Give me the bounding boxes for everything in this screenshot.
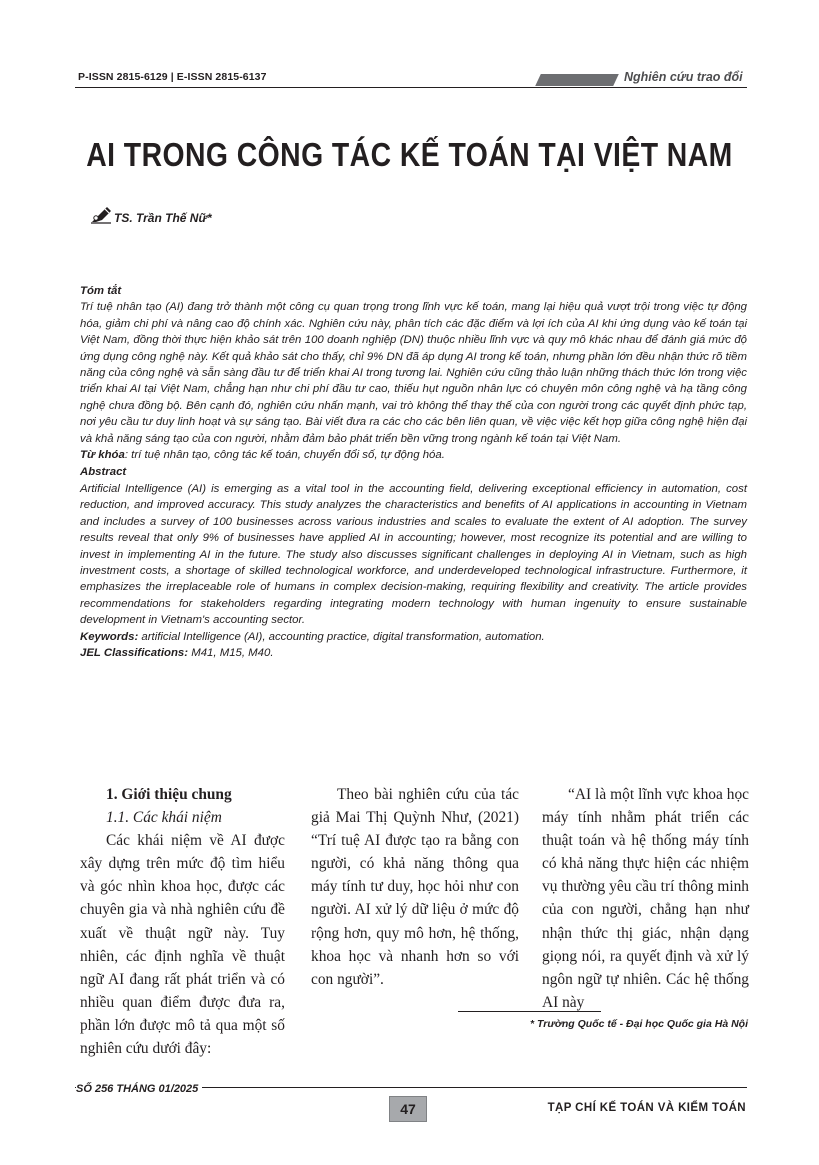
keywords-en — [80, 629, 747, 645]
section-heading: 1. Giới thiệu chung — [106, 786, 232, 803]
section-bar — [535, 74, 619, 86]
pen-writing-icon — [90, 206, 112, 229]
issn-line: P-ISSN 2815-6129 | E-ISSN 2815-6137 — [78, 71, 267, 83]
author-line — [90, 206, 212, 229]
body-column-2 — [311, 783, 519, 991]
article-title: AI TRONG CÔNG TÁC KẾ TOÁN TẠI VIỆT NAM — [86, 136, 733, 173]
keywords-vi-values: : trí tuệ nhân tạo, công tác kế toán, chuyển đổi số, tự động hóa. — [124, 449, 445, 462]
keywords-en-label: Keywords: — [80, 630, 139, 643]
paragraph: Theo bài nghiên cứu của tác giả Mai Thị Quỳnh Như, (2021) “Trí tuệ AI được tạo ra bằng con người, có khả năng thông qua máy tính tư duy, học hỏi như con người. AI xử lý dữ liệu ở mức độ rộng hơn, quy mô hơn, hệ thống, khoa học và nhanh hơn so với con người”. — [311, 786, 519, 988]
keywords-vi — [80, 447, 747, 463]
abstract-vi-heading: Tóm tắt — [80, 285, 122, 297]
keywords-en-values: artificial Intelligence (AI), accounting practice, digital transformation, automation. — [138, 630, 545, 643]
jel-line — [80, 645, 747, 661]
section-label: Nghiên cứu trao đổi — [624, 70, 743, 84]
paragraph: Các khái niệm về AI được xây dựng trên mức độ tìm hiểu và góc nhìn khoa học, được các chuyên gia và nhà nghiên cứu đề xuất về thuật ngữ này. Tuy nhiên, các định nghĩa về thuật ngữ AI đang rất phát triển và có nhiều quan điểm được đưa ra, phần lớn được mô tả qua một số nghiên cứu dưới đây: — [80, 832, 285, 1058]
keywords-vi-label: Từ khóa — [80, 449, 125, 462]
jel-values: M41, M15, M40. — [188, 646, 274, 659]
issue-label: SỐ 256 THÁNG 01/2025 — [76, 1083, 202, 1095]
paragraph: “AI là một lĩnh vực khoa học máy tính nhằm phát triển các thuật toán và hệ thống máy tính có khả năng thực hiện các nhiệm vụ thường yêu cầu trí thông minh của con người, chẳng hạn như nhận thức thị giác, nhận dạng giọng nói, ra quyết định và xử lý ngôn ngữ tự nhiên. Các hệ thống AI này — [542, 786, 749, 1011]
abstract-vi-text: Trí tuệ nhân tạo (AI) đang trở thành một công cụ quan trọng trong lĩnh vực kế toán, mang lại hiệu quả vượt trội trong việc tự động hóa, giảm chi phí và nâng cao độ chính xác. Nghiên cứu này, phân tích các đặc điểm và lợi ích của AI khi ứng dụng vào kế toán tại Việt Nam, đồng thời thực hiện khảo sát trên 100 doanh nghiệp (DN) thuộc nhiều lĩnh vực và quy mô khác nhau để đánh giá mức độ ứng dụng công nghệ này. Kết quả khảo sát cho thấy, chỉ 9% DN đã áp dụng AI trong kế toán, nhưng phần lớn đều nhận thức rõ tiềm năng của công nghệ và sẵn sàng đầu tư để triển khai AI trong tương lai. Nghiên cứu cũng thảo luận những thách thức lớn trong việc triển khai AI tại Việt Nam, chẳng hạn như chi phí đầu tư cao, thiếu hụt nguồn nhân lực có chuyên môn công nghệ và hạ tầng công nghệ chưa đồng bộ. Bên cạnh đó, nghiên cứu nhấn mạnh, vai trò không thể thay thế của con người trong các quyết định phức tạp, nơi yêu cầu tư duy linh hoạt và sự sáng tạo. Bài viết đưa ra các cho các bên liên quan, về việc việc kết hợp giữa công nghệ hiện đại và khả năng sáng tạo của con người, nhằm đảm bảo phát triển bền vững trong ngành kế toán tại Việt Nam. — [80, 301, 747, 445]
subsection-heading: 1.1. Các khái niệm — [106, 809, 222, 827]
journal-name: TẠP CHÍ KẾ TOÁN VÀ KIỂM TOÁN — [547, 1102, 746, 1114]
page-number: 47 — [389, 1096, 427, 1122]
jel-label: JEL Classifications: — [80, 646, 189, 659]
body-column-3 — [542, 783, 749, 1014]
abstract-en-heading: Abstract — [80, 466, 127, 479]
author-affiliation-footnote: * Trường Quốc tế - Đại học Quốc gia Hà Nội — [530, 1018, 748, 1030]
body-column-1 — [80, 783, 285, 1060]
header-rule — [75, 87, 747, 88]
abstract-block — [80, 283, 747, 661]
abstract-en-text: Artificial Intelligence (AI) is emerging as a vital tool in the accounting field, delivering exceptional efficiency in automation, cost reduction, and improved accuracy. This study analyzes the characteristics and benefits of AI applications in accounting in Vietnam and includes a survey of 100 businesses across various industries and scales to evaluate the extent of AI adoption. The survey results reveal that only 9% of businesses have applied AI in accounting; however, most recognize its potential and are willing to invest in implementing AI in the future. The study also discusses significant challenges in deploying AI in Vietnam, such as high investment costs, a shortage of skilled technological workforce, and underdeveloped technological infrastructure. Furthermore, it emphasizes the irreplaceable role of humans in complex decision-making, requiring flexibility and creativity. The article provides recommendations for stakeholders regarding integrating modern technology with human ingenuity to ensure sustainable development in Vietnam's accounting sector. — [80, 482, 747, 627]
footnote-rule — [458, 1011, 601, 1012]
author-name: TS. Trần Thế Nữ* — [114, 210, 212, 225]
